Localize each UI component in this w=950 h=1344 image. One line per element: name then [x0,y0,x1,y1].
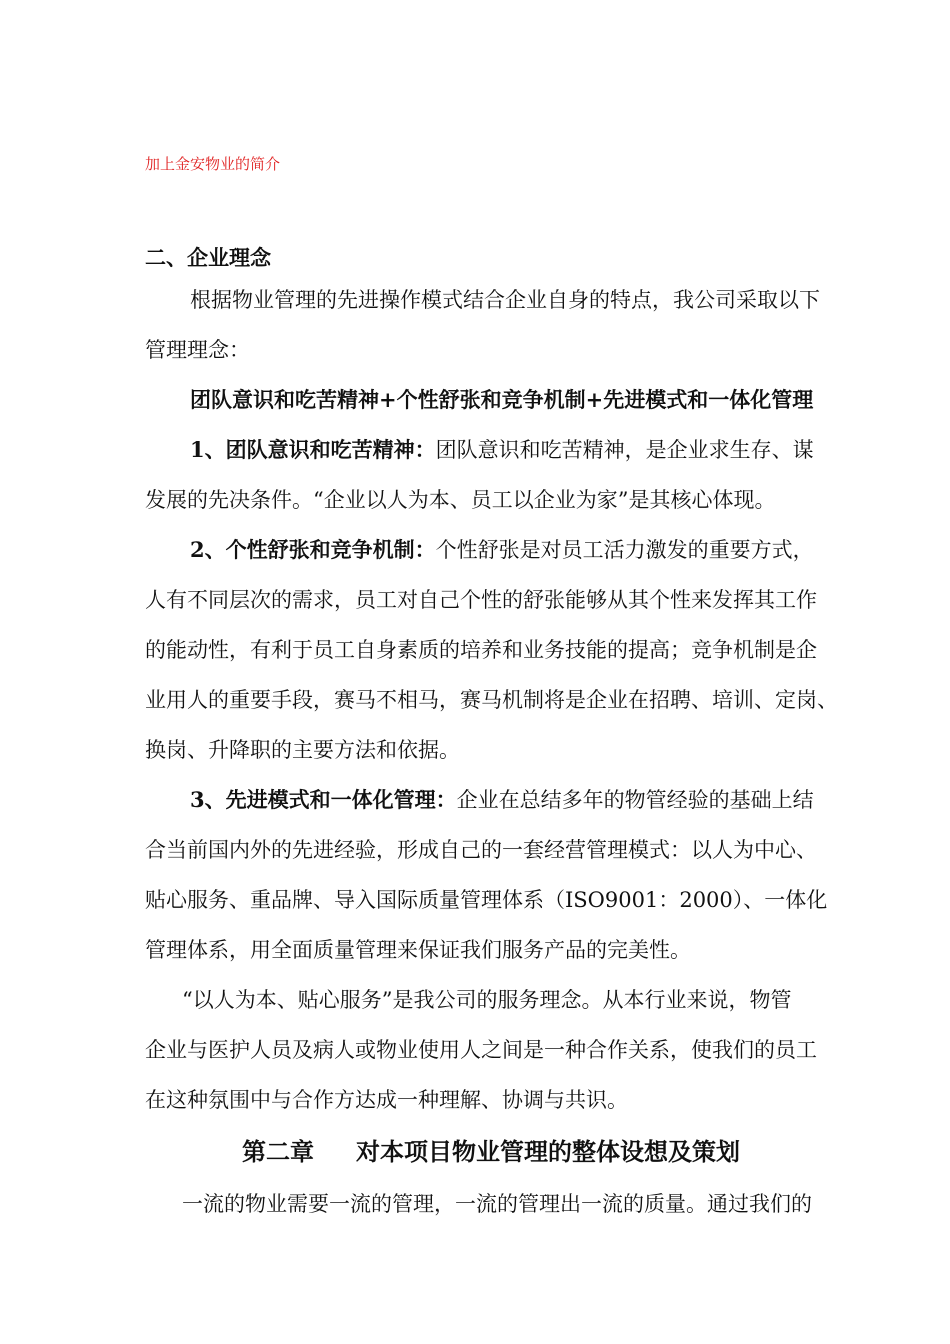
paragraph-item-2-first [190,536,814,564]
chapter-title: 对本项目物业管理的整体设想及策划 [356,1137,740,1166]
item-1-text: 团队意识和吃苦精神，是企业求生存、谋 [435,438,814,462]
item-3-text: 企业在总结多年的物管经验的基础上结 [456,788,814,812]
paragraph-line: 管理体系，用全面质量管理来保证我们服务产品的完美性。 [145,938,691,962]
section-heading: 二、企业理念 [145,245,271,270]
service-line-3: 在这种氛围中与合作方达成一种理解、协调与共识。 [145,1088,628,1112]
closing-line: 一流的物业需要一流的管理，一流的管理出一流的质量。通过我们的 [182,1192,812,1216]
item-3-title: 3、先进模式和一体化管理： [190,787,457,812]
item-2-title: 2、个性舒张和竞争机制： [190,537,436,562]
item-1-title: 1、团队意识和吃苦精神： [190,437,436,462]
paragraph-line: 贴心服务、重品牌、导入国际质量管理体系（ISO9001：2000）、一体化 [145,888,828,912]
item-2-text: 个性舒张是对员工活力激发的重要方式， [435,538,814,562]
management-motto: 团队意识和吃苦精神+个性舒张和竞争机制+先进模式和一体化管理 [190,387,814,412]
paragraph-line: 人有不同层次的需求，员工对自己个性的舒张能够从其个性来发挥其工作 [145,588,817,612]
paragraph-item-3-first [190,786,814,814]
intro-line-2: 管理理念： [145,338,250,362]
paragraph-line: 业用人的重要手段，赛马不相马，赛马机制将是企业在招聘、培训、定岗、 [145,688,838,712]
chapter-number: 第二章 [242,1137,314,1166]
service-line-2: 企业与医护人员及病人或物业使用人之间是一种合作关系，使我们的员工 [145,1038,817,1062]
intro-line-1: 根据物业管理的先进操作模式结合企业自身的特点，我公司采取以下 [190,288,820,312]
paragraph-line: 合当前国内外的先进经验，形成自己的一套经营管理模式：以人为中心、 [145,838,817,862]
editor-note: 加上金安物业的简介 [145,155,281,173]
paragraph-line: 的能动性，有利于员工自身素质的培养和业务技能的提高；竞争机制是企 [145,638,817,662]
paragraph-line: 换岗、升降职的主要方法和依据。 [145,738,460,762]
paragraph-item-1-first [190,436,814,464]
service-line-1: “以人为本、贴心服务”是我公司的服务理念。从本行业来说，物管 [182,988,792,1012]
paragraph-line: 发展的先决条件。“企业以人为本、员工以企业为家”是其核心体现。 [145,488,776,512]
chapter-heading [242,1138,740,1166]
